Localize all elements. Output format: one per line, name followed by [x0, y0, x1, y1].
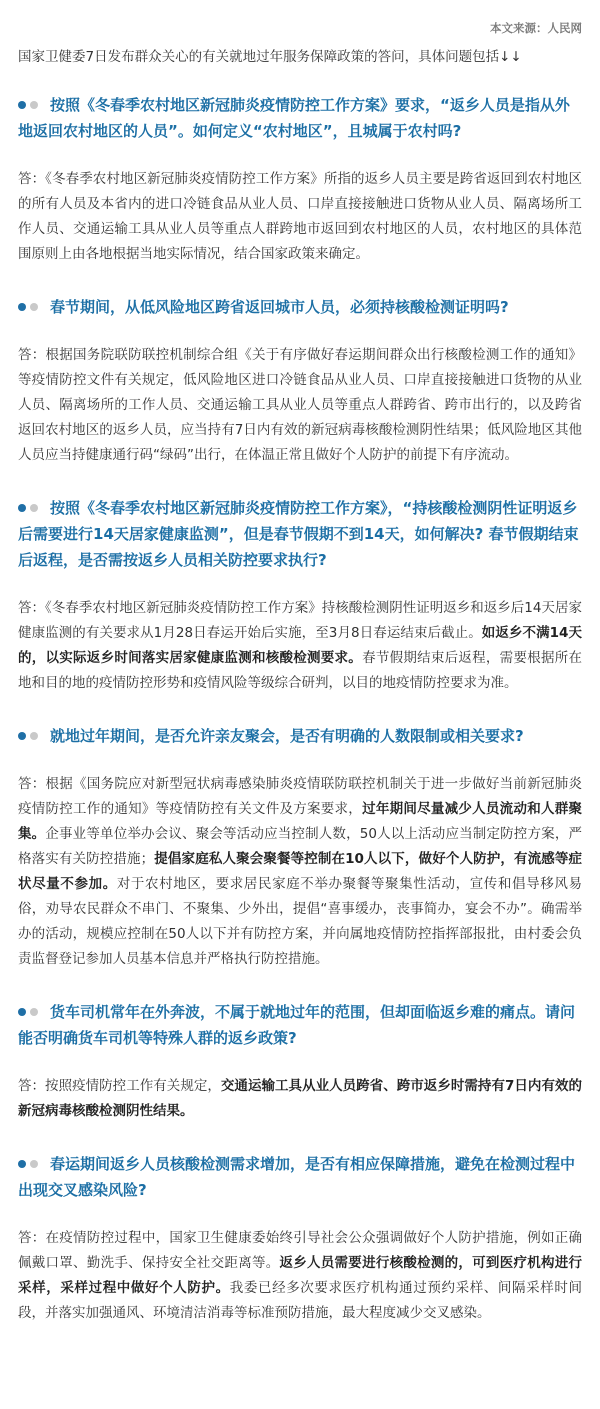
gray-dot-icon — [30, 101, 38, 109]
answer-segment: 我委已经多次要求医疗机构通过预约采样、间隔采样时间段，并落实加强通风、环境清洁消毒等标准预防措施，最大程度减少交叉感染。 — [18, 1280, 583, 1321]
answer-bold-segment: 返乡人员需要进行核酸检测的，可到医疗机构进行采样，采样过程中做好个人防护。 — [18, 1255, 583, 1296]
gray-dot-icon — [30, 732, 38, 740]
article-source: 本文来源：人民网 — [490, 21, 582, 35]
qa-item — [18, 92, 582, 267]
article-intro: 国家卫健委7日发布群众关心的有关就地过年服务保障政策的答问，具体问题包括↓↓ — [18, 49, 522, 65]
blue-dot-icon — [18, 504, 26, 512]
question-text: 货车司机常年在外奔波，不属于就地过年的范围，但却面临返乡难的痛点。请问能否明确货车司机等特殊人群的返乡政策? — [18, 1003, 576, 1047]
answer-segment: 答：在疫情防控过程中，国家卫生健康委始终引导社会公众强调做好个人防护措施，例如正确佩戴口罩、勤洗手、保持安全社交距离等。 — [18, 1230, 582, 1271]
answer-paragraph — [18, 1226, 582, 1326]
gray-dot-icon — [30, 303, 38, 311]
qa-item — [18, 495, 582, 696]
answer-segment: 答：根据国务院联防联控机制综合组《关于有序做好春运期间群众出行核酸检测工作的通知》等疫情防控文件有关规定，低风险地区进口冷链食品从业人员、口岸直接接触进口货物的从业人员、隔离场所的工作人员、交通运输工具从业人员等重点人群跨省、跨市出行的，以及跨省返回农村地区的返乡人员，应当持有7日内有效的新冠病毒核酸检测阴性结果；低风险地区其他人员应当持健康通行码“绿码”出行，在体温正常且做好个人防护的前提下有序流动。 — [18, 347, 582, 463]
answer-bold-segment: 过年期间尽量减少人员流动和人群聚集。 — [18, 801, 582, 842]
answer-bold-segment: 提倡家庭私人聚会聚餐等控制在10人以下，做好个人防护，有流感等症状尽量不参加。 — [18, 851, 582, 892]
question-heading — [18, 999, 582, 1051]
question-heading — [18, 92, 582, 144]
question-heading — [18, 294, 582, 320]
question-text: 春节期间，从低风险地区跨省返回城市人员，必须持核酸检测证明吗? — [50, 298, 509, 316]
qa-list — [18, 92, 582, 1326]
gray-dot-icon — [30, 1008, 38, 1016]
bullet-dots-icon — [18, 293, 42, 319]
blue-dot-icon — [18, 1160, 26, 1168]
question-text: 按照《冬春季农村地区新冠肺炎疫情防控工作方案》要求，“返乡人员是指从外地返回农村地区的人员”。如何定义“农村地区”，且城属于农村吗? — [18, 96, 570, 140]
bullet-dots-icon — [18, 91, 42, 117]
answer-paragraph — [18, 167, 582, 267]
answer-segment: 对于农村地区，要求居民家庭不举办聚餐等聚集性活动，宣传和倡导移风易俗，劝导农民群众不串门、不聚集、少外出，提倡“喜事缓办，丧事简办，宴会不办”。确需举办的活动，规模应控制在50人以下并有防控方案，并向属地疫情防控指挥部报批，由村委会负责监督登记参加人员基本信息并严格执行防控措施。 — [18, 876, 583, 967]
qa-item — [18, 723, 582, 972]
question-text: 按照《冬春季农村地区新冠肺炎疫情防控工作方案》，“持核酸检测阴性证明返乡后需要进行14天居家健康监测”，但是春节假期不到14天，如何解决? 春节假期结束后返程，是否需按返乡人员相关防控要求执行? — [18, 499, 579, 569]
bullet-dots-icon — [18, 722, 42, 748]
answer-paragraph — [18, 772, 582, 972]
question-text: 春运期间返乡人员核酸检测需求增加，是否有相应保障措施，避免在检测过程中出现交叉感染风险? — [18, 1155, 576, 1199]
blue-dot-icon — [18, 303, 26, 311]
answer-paragraph — [18, 343, 582, 468]
answer-bold-segment: 交通运输工具从业人员跨省、跨市返乡时需持有7日内有效的新冠病毒核酸检测阴性结果。 — [18, 1078, 582, 1119]
qa-item — [18, 1151, 582, 1326]
question-heading — [18, 495, 582, 573]
answer-segment: 答：《冬春季农村地区新冠肺炎疫情防控工作方案》所指的返乡人员主要是跨省返回到农村地区的所有人员及本省内的进口冷链食品从业人员、口岸直接接触进口货物从业人员、隔离场所工作人员、交通运输工具从业人员等重点人群跨地市返回到农村地区的人员，农村地区的具体范围原则上由各地根据当地实际情况，结合国家政策来确定。 — [18, 171, 582, 262]
answer-segment: 答：按照疫情防控工作有关规定， — [18, 1078, 221, 1094]
blue-dot-icon — [18, 101, 26, 109]
gray-dot-icon — [30, 1160, 38, 1168]
qa-item — [18, 999, 582, 1124]
bullet-dots-icon — [18, 998, 42, 1024]
answer-paragraph — [18, 596, 582, 696]
blue-dot-icon — [18, 1008, 26, 1016]
answer-paragraph — [18, 1074, 582, 1124]
bullet-dots-icon — [18, 494, 42, 520]
answer-segment: 答：根据《国务院应对新型冠状病毒感染肺炎疫情联防联控机制关于进一步做好当前新冠肺炎疫情防控工作的通知》等疫情防控有关文件及方案要求， — [18, 776, 582, 817]
qa-item — [18, 294, 582, 468]
answer-bold-segment: 如返乡不满14天的，以实际返乡时间落实居家健康监测和核酸检测要求。 — [18, 625, 582, 666]
answer-segment: 企事业等单位举办会议、聚会等活动应当控制人数，50人以上活动应当制定防控方案，严格落实有关防控措施； — [18, 826, 582, 867]
question-text: 就地过年期间，是否允许亲友聚会，是否有明确的人数限制或相关要求? — [50, 727, 524, 745]
question-heading — [18, 723, 582, 749]
bullet-dots-icon — [18, 1150, 42, 1176]
question-heading — [18, 1151, 582, 1203]
answer-segment: 春节假期结束后返程，需要根据所在地和目的地的疫情防控形势和疫情风险等级综合研判，以目的地疫情防控要求为准。 — [18, 650, 582, 691]
answer-segment: 答：《冬春季农村地区新冠肺炎疫情防控工作方案》持核酸检测阴性证明返乡和返乡后14天居家健康监测的有关要求从1月28日春运开始后实施，至3月8日春运结束后截止。 — [18, 600, 582, 641]
gray-dot-icon — [30, 504, 38, 512]
blue-dot-icon — [18, 732, 26, 740]
